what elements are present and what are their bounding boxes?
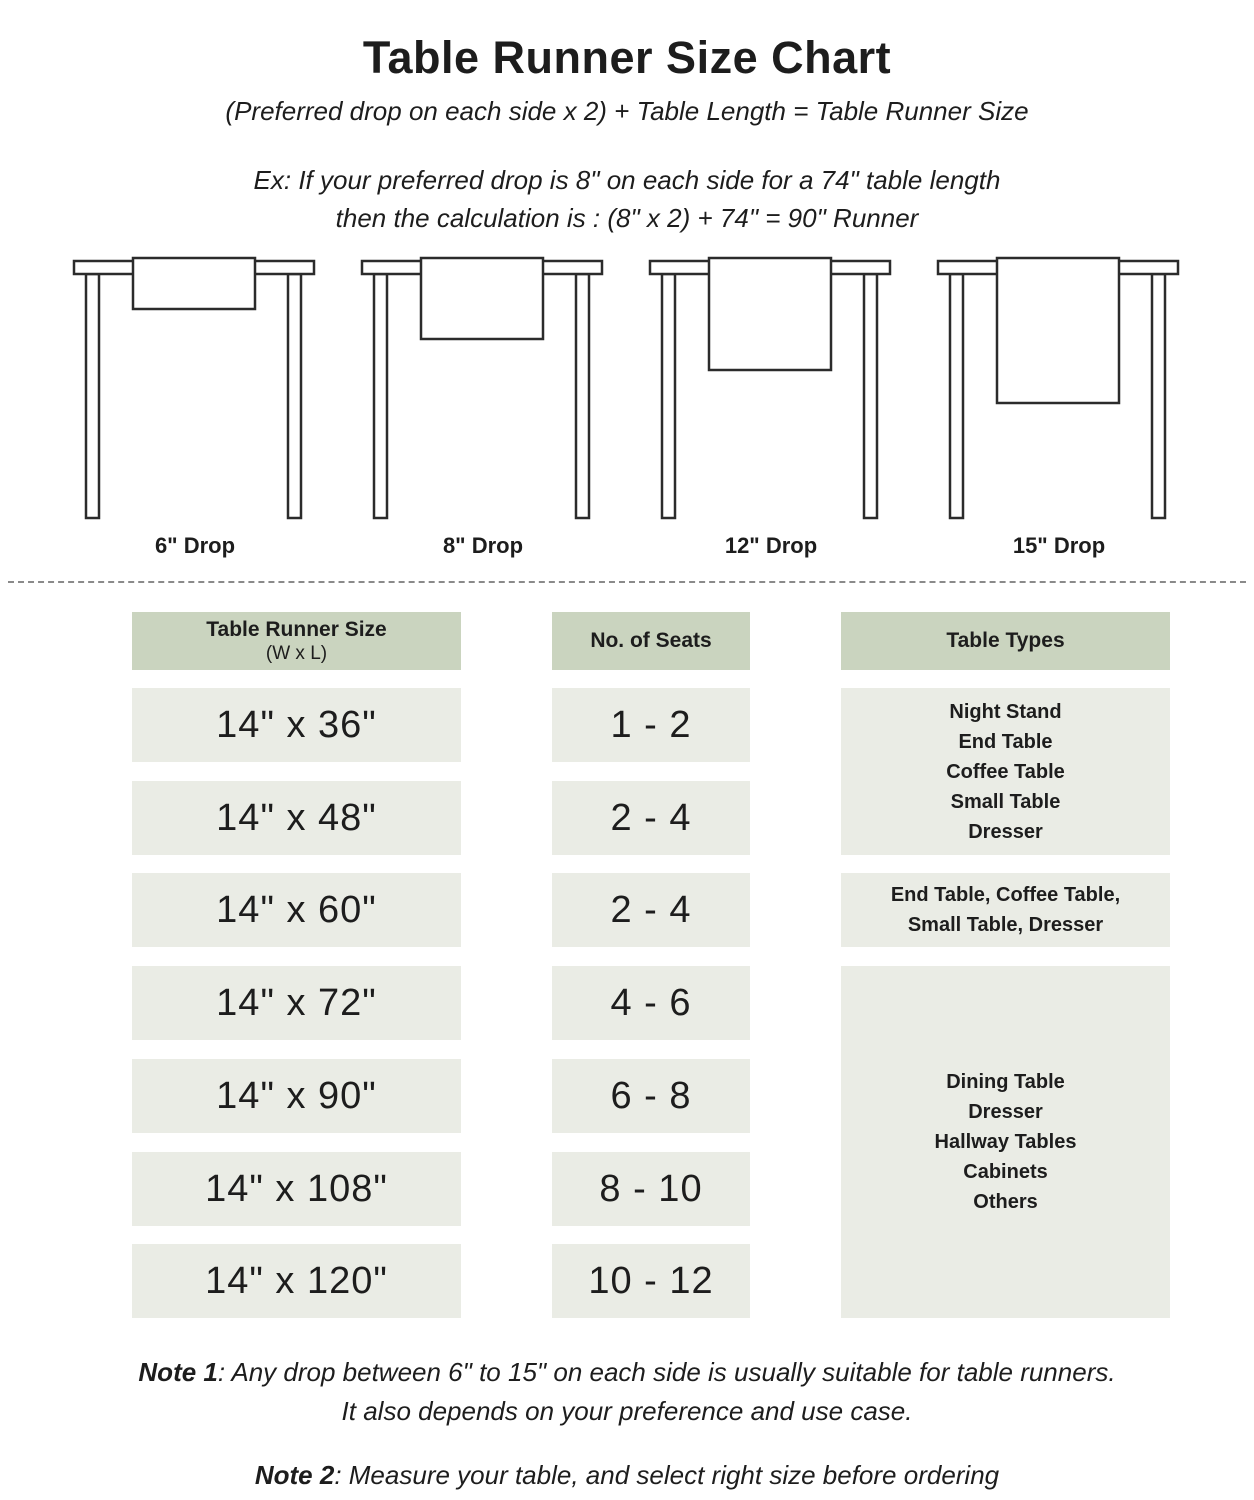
table-type-line: Dresser [968, 820, 1043, 843]
drop-diagram-12 [627, 253, 915, 559]
seats-value: 1 - 2 [610, 703, 692, 746]
note-2-text: : Measure your table, and select right size before ordering [334, 1460, 1000, 1490]
table-type-line: Small Table [950, 790, 1061, 813]
table-type-line: Cabinets [963, 1161, 1048, 1183]
note-2-label: Note 2 [254, 1460, 335, 1490]
table-type-line: End Table, Coffee Table, [890, 884, 1121, 906]
table-type-line: End Table [958, 730, 1053, 753]
table-type-line: Night Stand [949, 700, 1062, 723]
seats-value: 6 - 8 [610, 1074, 692, 1117]
table-leg [662, 274, 675, 518]
table-types-cell [841, 873, 1170, 947]
table-types-cell [841, 966, 1170, 1318]
runner-size-value: 14" x 108" [205, 1167, 388, 1210]
table-illustration [929, 253, 1189, 525]
dashed-divider [8, 581, 1246, 583]
runner-size-value: 14" x 36" [216, 703, 377, 746]
seats-cell [552, 873, 750, 947]
table-type-line: Dresser [968, 1101, 1043, 1123]
header-title: No. of Seats [590, 629, 712, 652]
runner-size-cell [132, 688, 461, 762]
runner-size-value: 14" x 72" [216, 981, 377, 1024]
seats-cell [552, 688, 750, 762]
table-illustration [65, 253, 325, 525]
runner-rect [997, 258, 1119, 403]
runner-rect [709, 258, 831, 370]
table-illustration [353, 253, 613, 525]
seats-value: 10 - 12 [588, 1259, 714, 1302]
note-1-text: : Any drop between 6" to 15" on each side is usually suitable for table runners. [217, 1357, 1116, 1387]
table-leg [576, 274, 589, 518]
runner-rect [421, 258, 543, 339]
runner-size-value: 14" x 90" [216, 1074, 377, 1117]
drop-diagram-15 [915, 253, 1203, 559]
note-1-line-2 [0, 1396, 1254, 1427]
runner-rect [133, 258, 255, 309]
example-line-2: then the calculation is : (8" x 2) + 74" = 90" Runner [335, 203, 919, 233]
runner-size-cell [132, 781, 461, 855]
runner-size-value: 14" x 60" [216, 888, 377, 931]
drop-diagram-6 [51, 253, 339, 559]
note-1-text-continued: It also depends on your preference and use case. [341, 1396, 913, 1426]
runner-size-value: 14" x 120" [205, 1259, 388, 1302]
runner-size-cell [132, 1059, 461, 1133]
header-title: Table Runner Size [206, 617, 387, 641]
seats-value: 2 - 4 [610, 888, 692, 931]
table-types-cell [841, 688, 1170, 855]
header-table-runner-size [132, 612, 461, 670]
table-leg [864, 274, 877, 518]
note-1-line-1 [0, 1357, 1254, 1388]
runner-size-cell [132, 966, 461, 1040]
seats-cell [552, 1059, 750, 1133]
table-leg [950, 274, 963, 518]
drop-diagram-8 [339, 253, 627, 559]
seats-cell [552, 1152, 750, 1226]
runner-size-cell [132, 1244, 461, 1318]
drop-diagrams-row [51, 253, 1203, 559]
table-leg [86, 274, 99, 518]
header-subtitle: (W x L) [265, 642, 328, 664]
table-illustration [641, 253, 901, 525]
table-type-line: Small Table, Dresser [907, 914, 1104, 936]
runner-size-value: 14" x 48" [216, 796, 377, 839]
seats-value: 4 - 6 [610, 981, 692, 1024]
note-1-label: Note 1 [138, 1357, 218, 1387]
seats-cell [552, 1244, 750, 1318]
table-leg [374, 274, 387, 518]
seats-cell [552, 781, 750, 855]
header-no-of-seats [552, 612, 750, 670]
table-leg [288, 274, 301, 518]
drop-label: 12" Drop [724, 533, 818, 558]
drop-label: 15" Drop [1012, 533, 1106, 558]
table-type-line: Others [973, 1191, 1038, 1213]
page-title: Table Runner Size Chart [362, 32, 892, 84]
seats-value: 2 - 4 [610, 796, 692, 839]
runner-size-cell [132, 1152, 461, 1226]
header-table-types [841, 612, 1170, 670]
note-2 [0, 1460, 1254, 1491]
runner-size-cell [132, 873, 461, 947]
table-type-line: Coffee Table [946, 760, 1065, 783]
formula-text: (Preferred drop on each side x 2) + Table Length = Table Runner Size [225, 96, 1029, 126]
example-line-1: Ex: If your preferred drop is 8" on each side for a 74" table length [253, 165, 1001, 195]
drop-label: 8" Drop [442, 533, 524, 558]
seats-value: 8 - 10 [599, 1167, 703, 1210]
drop-label: 6" Drop [154, 533, 236, 558]
table-type-line: Dining Table [946, 1071, 1065, 1093]
table-type-line: Hallway Tables [934, 1131, 1077, 1153]
header-title: Table Types [946, 629, 1065, 652]
seats-cell [552, 966, 750, 1040]
table-leg [1152, 274, 1165, 518]
